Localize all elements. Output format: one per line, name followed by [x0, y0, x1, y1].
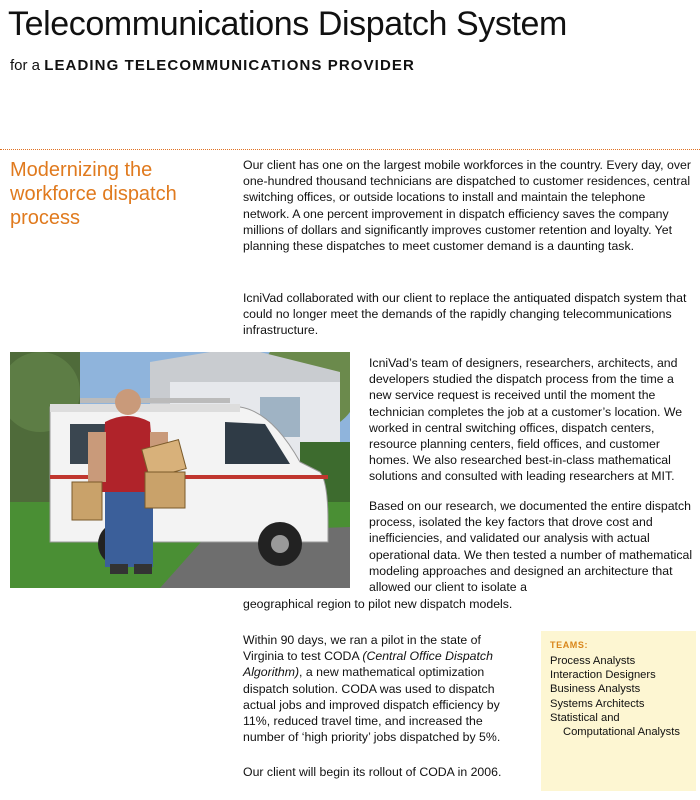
list-item: Business Analysts — [550, 683, 641, 696]
list-item: Statistical and — [550, 711, 620, 724]
coda-acronym-expansion: (Central Office Dispatch Algorithm) — [243, 649, 493, 680]
teams-label: TEAMS: — [550, 640, 589, 650]
list-item: Process Analysts — [550, 655, 636, 667]
page-subtitle — [10, 56, 415, 76]
collaboration-paragraph: IcniVad collaborated with our client to replace the antiquated dispatch system that could no longer meet the demands of the rapidly changing telecommunications infrastructure. — [243, 291, 687, 338]
list-item: Computational Analysts — [563, 726, 680, 739]
teams-list — [550, 654, 680, 739]
intro-paragraph: Our client has one on the largest mobile workforces in the country. Every day, over one-hundred thousand technicians are dispatched to customer residences, central switching offices, or outside locations to install and maintain the telephone network. A one percent improvement in dispatch efficiency saves the company millions of dollars and significantly improves customer retention and loyalty. Yet planning these dispatches to meet customer demand is a daunting task. — [243, 158, 691, 254]
analysis-paragraph: Based on our research, we documented the entire dispatch process, isolated the key factors that drove cost and inefficiencies, and validated our analysis with actual operational data. We then tested a number of mathematical modeling approaches and designed an architecture that allowed our client to isolate a — [369, 499, 693, 595]
pilot-text-b: , a new mathematical optimization dispatch solution. CODA was used to dispatch actual jobs and improved dispatch efficiency by 11%, reduced travel time, and increased the number of ‘high priority’ jobs dispatched by 5%. — [243, 665, 501, 745]
rollout-paragraph: Our client will begin its rollout of CODA in 2006. — [243, 765, 502, 779]
teams-sidebar — [541, 631, 696, 791]
technician-van-photo — [10, 352, 350, 588]
subtitle-prefix: for a — [10, 57, 41, 74]
pilot-text-a: Within 90 days, we ran a pilot in the state of Virginia to test CODA — [243, 633, 481, 664]
pilot-paragraph — [243, 632, 525, 745]
page-title: Telecommunications Dispatch System — [8, 5, 567, 43]
list-item: Systems Architects — [550, 697, 645, 710]
research-paragraph: IcniVad’s team of designers, researchers, architects, and developers studied the dispatch process from the time a new service request is received until the moment the technician completes the job at a customer’s location. We worked in central switching offices, dispatch centers, resource planning centers, field offices, and customer homes. We also researched best-in-class mathematical solutions and consulted with leading researchers at MIT. — [369, 356, 683, 484]
section-divider — [0, 149, 700, 151]
analysis-paragraph-tail: geographical region to pilot new dispatch models. — [243, 597, 513, 611]
list-item: Interaction Designers — [550, 669, 656, 682]
subtitle-client: LEADING TELECOMMUNICATIONS PROVIDER — [44, 57, 415, 74]
section-heading: Modernizing the workforce dispatch process — [10, 159, 177, 229]
